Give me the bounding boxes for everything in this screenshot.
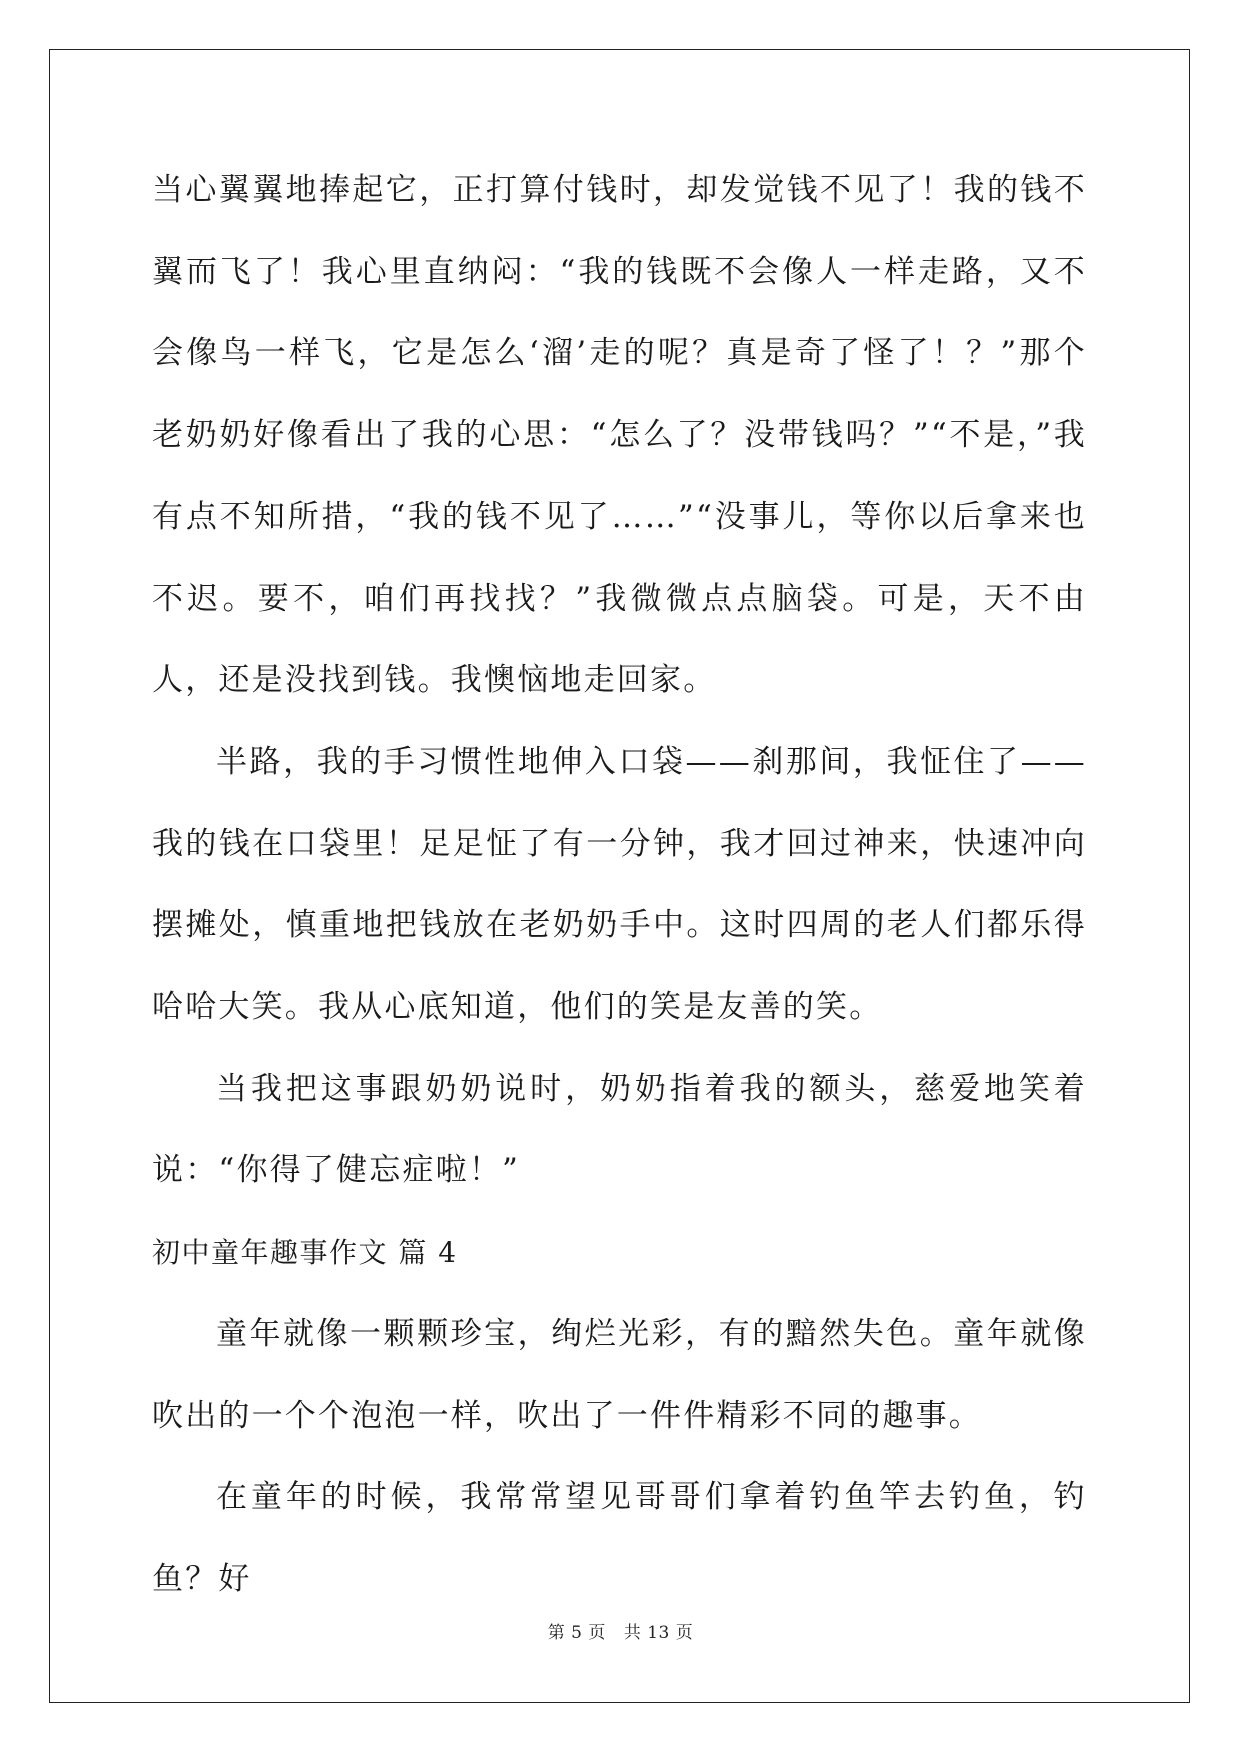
section-heading: 初中童年趣事作文 篇 4 bbox=[152, 1236, 458, 1270]
paragraph-3: 当我把这事跟奶奶说时，奶奶指着我的额头，慈爱地笑着说：“你得了健忘症啦！” bbox=[152, 1070, 1087, 1189]
paragraph-1: 当心翼翼地捧起它，正打算付钱时，却发觉钱不见了！我的钱不翼而飞了！我心里直纳闷：“我的钱既不会像人一样走路，又不会像鸟一样飞，它是怎么‘溜’走的呢？真是奇了怪了！？”那个老奶奶好像看出了我的心思：“怎么了？没带钱吗？”“不是，”我有点不知所措，“我的钱不见了……”“没事儿，等你以后拿来也不迟。要不，咱们再找找？”我微微点点脑袋。可是，天不由人，还是没找到钱。我懊恼地走回家。 bbox=[152, 172, 1087, 699]
page-total: 共 13 页 bbox=[623, 1623, 694, 1643]
page-footer bbox=[0, 1618, 1241, 1643]
page-number: 第 5 页 bbox=[547, 1623, 606, 1643]
paragraph-2: 半路，我的手习惯性地伸入口袋——刹那间，我怔住了——我的钱在口袋里！足足怔了有一分钟，我才回过神来，快速冲向摆摊处，慎重地把钱放在老奶奶手中。这时四周的老人们都乐得哈哈大笑。我从心底知道，他们的笑是友善的笑。 bbox=[152, 743, 1087, 1026]
paragraph-4: 童年就像一颗颗珍宝，绚烂光彩，有的黯然失色。童年就像吹出的一个个泡泡一样，吹出了一件件精彩不同的趣事。 bbox=[152, 1315, 1087, 1434]
paragraph-5: 在童年的时候，我常常望见哥哥们拿着钓鱼竿去钓鱼，钓鱼？好 bbox=[152, 1479, 1087, 1597]
document-body bbox=[152, 150, 1087, 1621]
